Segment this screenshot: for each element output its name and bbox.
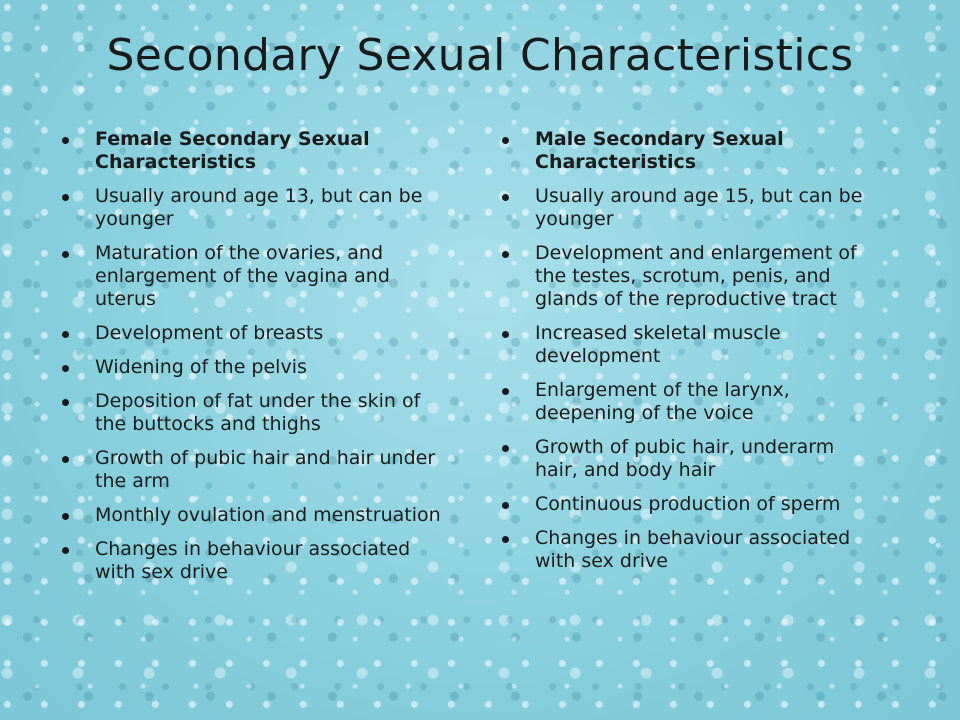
list-item-text: Changes in behaviour associated with sex drive [535,527,851,572]
list-item-text: Growth of pubic hair, underarm hair, and body hair [535,436,835,481]
list-item [58,504,443,527]
list-item-text: Usually around age 13, but can be younger [95,185,423,230]
bullet-icon [502,502,509,509]
bullet-icon [62,137,69,144]
bullet-icon [62,365,69,372]
bullet-icon [502,388,509,395]
bullet-icon [62,399,69,406]
bullet-icon [502,331,509,338]
bullet-icon [502,137,509,144]
list-item [58,185,443,231]
male-heading: Male Secondary Sexual Characteristics [535,128,784,173]
bullet-icon [62,194,69,201]
list-item-text: Growth of pubic hair and hair under the arm [95,447,436,492]
bullet-icon [62,547,69,554]
list-item [498,322,883,368]
bullet-icon [502,194,509,201]
list-item [58,128,443,174]
list-item [58,356,443,379]
list-item [58,390,443,436]
list-item-text: Development and enlargement of the testes, scrotum, penis, and glands of the reproductive tract [535,242,857,310]
male-column [498,128,883,584]
bullet-icon [62,251,69,258]
list-item-text: Continuous production of sperm [535,493,841,515]
list-item [498,242,883,311]
bullet-icon [62,456,69,463]
list-item-text: Increased skeletal muscle development [535,322,781,367]
list-item [58,447,443,493]
list-item-text: Usually around age 15, but can be younger [535,185,863,230]
list-item [498,379,883,425]
bullet-icon [502,251,509,258]
list-item [58,322,443,345]
bullet-icon [62,513,69,520]
list-item [498,527,883,573]
list-item [498,493,883,516]
female-list [58,128,443,584]
male-list [498,128,883,573]
list-item-text: Monthly ovulation and menstruation [95,504,441,526]
list-item-text: Maturation of the ovaries, and enlargement of the vagina and uterus [95,242,390,310]
list-item [58,242,443,311]
list-item [58,538,443,584]
list-item-text: Changes in behaviour associated with sex drive [95,538,411,583]
list-item [498,128,883,174]
female-heading: Female Secondary Sexual Characteristics [95,128,370,173]
list-item-text: Widening of the pelvis [95,356,307,378]
slide-title: Secondary Sexual Characteristics [106,30,854,81]
list-item-text: Development of breasts [95,322,324,344]
bullet-icon [502,536,509,543]
list-item-text: Deposition of fat under the skin of the buttocks and thighs [95,390,421,435]
female-column [58,128,443,595]
bullet-icon [502,445,509,452]
list-item [498,436,883,482]
list-item [498,185,883,231]
bullet-icon [62,331,69,338]
list-item-text: Enlargement of the larynx, deepening of the voice [535,379,790,424]
